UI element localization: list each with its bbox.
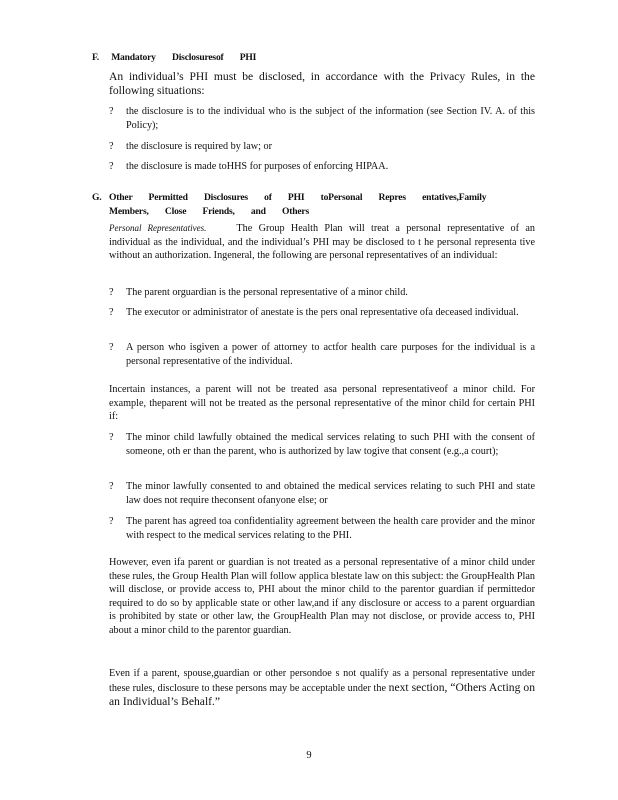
list-item: ? The minor lawfully consented to and obtained the medical services relating to such PHI and state law does not require theconsent ofanyone else; or bbox=[109, 481, 535, 506]
paragraph-lead: Personal Representatives. bbox=[109, 223, 207, 233]
bullet-marker: ? bbox=[109, 342, 114, 353]
bullet-marker: ? bbox=[109, 481, 114, 492]
section-f-heading bbox=[92, 52, 256, 63]
list-item: ? the disclosure is to the individual who is the subject of the information (see Section IV. A. of this Policy); bbox=[109, 106, 535, 131]
list-item: ? The executor or administrator of anestate is the pers onal representative ofa deceased individual. bbox=[109, 307, 519, 318]
next-section-reference: next section, “Others Acting on an Individual’s Behalf.” bbox=[109, 680, 535, 708]
section-title: Other Permitted Disclosures of PHI toPersonal Repres entatives,Family Members, Close Friends, and Others bbox=[109, 192, 487, 217]
section-g-heading bbox=[92, 191, 532, 219]
list-item: ? The parent has agreed toa confidentiality agreement between the health care provider and the minor with respect to the medical services relating to the PHI. bbox=[109, 516, 535, 541]
personal-representatives-paragraph: Personal Representatives. The Group Health Plan will treat a personal representative of an individual as the individual, and the individual’s PHI may be disclosed to t he personal representa tive without an authorization. Ingeneral, the following are personal representatives of an individual: bbox=[109, 223, 535, 261]
bullet-marker: ? bbox=[109, 287, 114, 298]
section-title: Mandatory Disclosuresof PHI bbox=[111, 52, 257, 63]
list-item: ? A person who isgiven a power of attorney to actfor health care purposes for the individual is a personal representative of the individual. bbox=[109, 342, 535, 367]
section-letter: F. bbox=[92, 52, 99, 63]
list-item: ? The minor child lawfully obtained the medical services relating to such PHI with the consent of someone, oth er than the parent, who is authorized by law togive that consent (e.g.,a court); bbox=[109, 432, 535, 457]
bullet-marker: ? bbox=[109, 161, 114, 172]
state-law-paragraph: However, even ifa parent or guardian is not treated as a personal representative of a minor child under these rules, the Group Health Plan will follow applica blestate law on this subject: the GroupHealth Plan will disclose, or provide access to, PHI about the minor child to the parentor guardian if permittedor required to do so by applicable state or other law,and if any disclosure or access to a parent orguardian is prohibited by state or other law, the GroupHealth Plan may not disclose, or provide access to, PHI about a minor child to the parentor guardian. bbox=[109, 557, 535, 636]
bullet-marker: ? bbox=[109, 106, 114, 117]
section-letter: G. bbox=[92, 192, 102, 203]
bullet-marker: ? bbox=[109, 432, 114, 443]
list-item: ? The parent orguardian is the personal representative of a minor child. bbox=[109, 287, 408, 298]
bullet-marker: ? bbox=[109, 307, 114, 318]
minor-child-paragraph: Incertain instances, a parent will not be treated asa personal representativeof a minor child. For example, theparent will not be treated as the personal representative of the minor child for certain PHI if: bbox=[109, 384, 535, 422]
bullet-marker: ? bbox=[109, 141, 114, 152]
page-number: 9 bbox=[306, 750, 312, 761]
section-f-intro: An individual’s PHI must be disclosed, in accordance with the Privacy Rules, in the following situations: bbox=[109, 70, 535, 97]
list-item: ? the disclosure is made toHHS for purposes of enforcing HIPAA. bbox=[109, 161, 389, 172]
others-paragraph: Even if a parent, spouse,guardian or other persondoe s not qualify as a personal representative under these rules, disclosure to these persons may be acceptable under the next section, “Others Acting on an Individual’s Behalf.” bbox=[109, 668, 535, 708]
bullet-marker: ? bbox=[109, 516, 114, 527]
list-item: ? the disclosure is required by law; or bbox=[109, 141, 272, 152]
